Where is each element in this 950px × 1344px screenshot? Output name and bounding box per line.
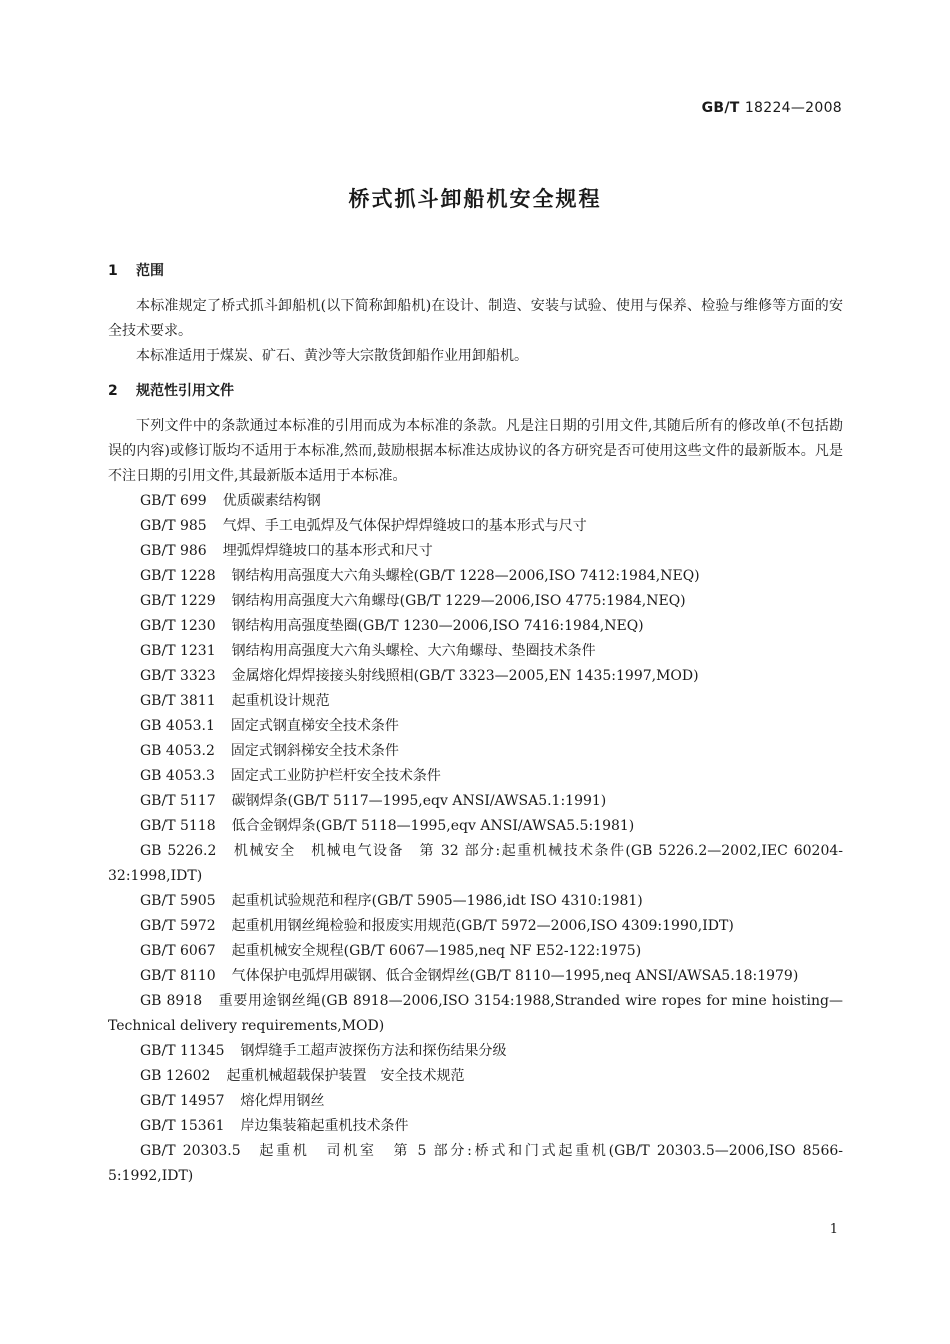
reference-title: 起重机械安全规程(GB/T 6067—1985,neq NF E52-122:1975) <box>231 943 642 959</box>
reference-title: 优质碳素结构钢 <box>222 493 321 509</box>
reference-title: 重要用途钢丝绳(GB 8918—2006,ISO 3154:1988,Stranded wire ropes for mine hoisting—Technical delivery requirements,MOD) <box>108 993 843 1034</box>
reference-title: 钢结构用高强度大六角螺母(GB/T 1229—2006,ISO 4775:1984,NEQ) <box>231 593 686 609</box>
document-title: 桥式抓斗卸船机安全规程 <box>348 187 602 211</box>
reference-code: GB/T 5117 <box>140 793 216 809</box>
reference-item <box>108 564 843 589</box>
reference-title: 固定式钢斜梯安全技术条件 <box>230 743 399 759</box>
reference-item <box>108 939 843 964</box>
reference-code: GB/T 1231 <box>140 643 216 659</box>
reference-code: GB/T 20303.5 <box>140 1143 241 1159</box>
reference-code: GB/T 11345 <box>140 1043 225 1059</box>
reference-title: 碳钢焊条(GB/T 5117—1995,eqv ANSI/AWSA5.1:1991) <box>231 793 607 809</box>
reference-title: 金属熔化焊焊接接头射线照相(GB/T 3323—2005,EN 1435:1997,MOD) <box>231 668 699 684</box>
reference-title: 起重机械超载保护装置 安全技术规范 <box>226 1068 465 1084</box>
reference-code: GB/T 1229 <box>140 593 216 609</box>
reference-title: 埋弧焊焊缝坡口的基本形式和尺寸 <box>222 543 433 559</box>
reference-title: 起重机设计规范 <box>231 693 330 709</box>
reference-code: GB/T 985 <box>140 518 207 534</box>
reference-item <box>108 1114 843 1139</box>
reference-title: 岸边集装箱起重机技术条件 <box>240 1118 409 1134</box>
section-2-number: 2 <box>108 383 118 399</box>
reference-title: 气焊、手工电弧焊及气体保护焊焊缝坡口的基本形式与尺寸 <box>222 518 587 534</box>
page-number: 1 <box>829 1222 838 1237</box>
reference-code: GB/T 1230 <box>140 618 216 634</box>
standard-code <box>702 100 842 116</box>
reference-code: GB 8918 <box>140 993 203 1009</box>
reference-item <box>108 789 843 814</box>
reference-item <box>108 914 843 939</box>
reference-code: GB 12602 <box>140 1068 211 1084</box>
section-1-paragraph: 本标准适用于煤炭、矿石、黄沙等大宗散货卸船作业用卸船机。 <box>136 348 528 364</box>
reference-title: 机械安全 机械电气设备 第 32 部分:起重机械技术条件(GB 5226.2—2002,IEC 60204-32:1998,IDT) <box>108 843 843 884</box>
reference-code: GB 5226.2 <box>140 843 217 859</box>
section-2-title: 规范性引用文件 <box>136 383 234 399</box>
document-body <box>108 259 843 1189</box>
reference-title: 固定式钢直梯安全技术条件 <box>230 718 399 734</box>
reference-item <box>108 739 843 764</box>
reference-code: GB 4053.3 <box>140 768 215 784</box>
section-1-heading <box>108 259 843 284</box>
reference-item <box>108 814 843 839</box>
reference-item <box>108 539 843 564</box>
reference-item <box>108 1039 843 1064</box>
reference-code: GB/T 5905 <box>140 893 216 909</box>
reference-item <box>108 589 843 614</box>
reference-code: GB/T 699 <box>140 493 207 509</box>
reference-title: 固定式工业防护栏杆安全技术条件 <box>230 768 441 784</box>
reference-code: GB 4053.1 <box>140 718 215 734</box>
reference-code: GB/T 14957 <box>140 1093 225 1109</box>
reference-item <box>108 764 843 789</box>
reference-item <box>108 664 843 689</box>
reference-code: GB/T 1228 <box>140 568 216 584</box>
reference-item <box>108 889 843 914</box>
reference-title: 起重机 司机室 第 5 部分:桥式和门式起重机(GB/T 20303.5—2006,ISO 8566-5:1992,IDT) <box>108 1143 844 1184</box>
standard-code-prefix: GB/T <box>701 100 740 116</box>
reference-code: GB 4053.2 <box>140 743 215 759</box>
reference-code: GB/T 3811 <box>140 693 216 709</box>
reference-code: GB/T 5118 <box>140 818 216 834</box>
reference-item <box>108 1139 843 1189</box>
reference-title: 低合金钢焊条(GB/T 5118—1995,eqv ANSI/AWSA5.5:1981) <box>231 818 635 834</box>
reference-item <box>108 839 843 889</box>
reference-code: GB/T 8110 <box>140 968 216 984</box>
reference-item <box>108 989 843 1039</box>
section-1-paragraph: 本标准规定了桥式抓斗卸船机(以下简称卸船机)在设计、制造、安装与试验、使用与保养、检验与维修等方面的安全技术要求。 <box>108 298 843 339</box>
section-1-number: 1 <box>108 263 118 279</box>
reference-item <box>108 714 843 739</box>
reference-title: 钢结构用高强度大六角头螺栓(GB/T 1228—2006,ISO 7412:1984,NEQ) <box>231 568 700 584</box>
reference-title: 钢焊缝手工超声波探伤方法和探伤结果分级 <box>240 1043 507 1059</box>
reference-title: 熔化焊用钢丝 <box>240 1093 325 1109</box>
reference-list <box>108 489 843 1189</box>
reference-item <box>108 1064 843 1089</box>
reference-title: 气体保护电弧焊用碳钢、低合金钢焊丝(GB/T 8110—1995,neq ANSI/AWSA5.18:1979) <box>231 968 799 984</box>
reference-item <box>108 639 843 664</box>
reference-title: 起重机试验规范和程序(GB/T 5905—1986,idt ISO 4310:1981) <box>231 893 643 909</box>
reference-title: 钢结构用高强度垫圈(GB/T 1230—2006,ISO 7416:1984,NEQ) <box>231 618 644 634</box>
reference-item <box>108 614 843 639</box>
reference-code: GB/T 6067 <box>140 943 216 959</box>
section-1-title: 范围 <box>136 263 164 279</box>
reference-item <box>108 689 843 714</box>
standard-code-number: 18224—2008 <box>744 100 842 116</box>
reference-code: GB/T 5972 <box>140 918 216 934</box>
reference-code: GB/T 3323 <box>140 668 216 684</box>
reference-item <box>108 964 843 989</box>
section-2-heading <box>108 379 843 404</box>
reference-item <box>108 1089 843 1114</box>
reference-item <box>108 489 843 514</box>
reference-code: GB/T 986 <box>140 543 207 559</box>
reference-title: 钢结构用高强度大六角头螺栓、大六角螺母、垫圈技术条件 <box>231 643 596 659</box>
section-2-intro: 下列文件中的条款通过本标准的引用而成为本标准的条款。凡是注日期的引用文件,其随后所有的修改单(不包括勘误的内容)或修订版均不适用于本标准,然而,鼓励根据本标准达成协议的各方研究是否可使用这些文件的最新版本。凡是不注日期的引用文件,其最新版本适用于本标准。 <box>108 418 843 484</box>
reference-item <box>108 514 843 539</box>
reference-code: GB/T 15361 <box>140 1118 225 1134</box>
reference-title: 起重机用钢丝绳检验和报废实用规范(GB/T 5972—2006,ISO 4309:1990,IDT) <box>231 918 734 934</box>
